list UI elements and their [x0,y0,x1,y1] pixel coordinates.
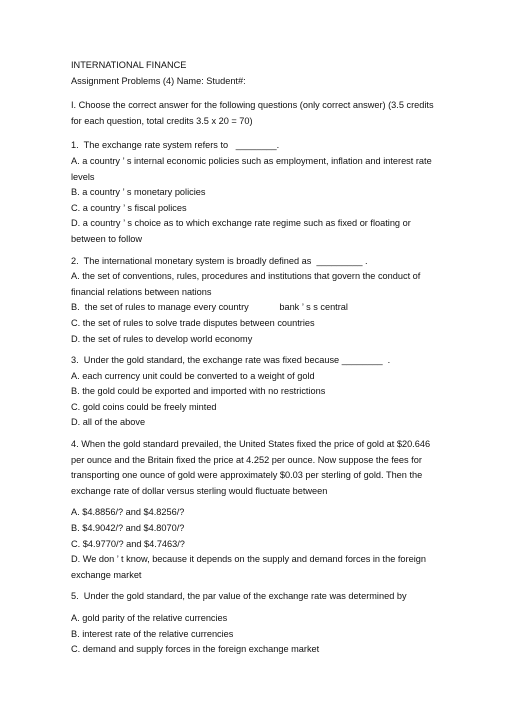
answer-option-a: A. each currency unit could be converted to a weight of gold [71,370,315,381]
answer-option-c: C. the set of rules to solve trade disputes between countries [71,317,315,328]
question-stem: 5. Under the gold standard, the par value of the exchange rate was determined by [71,591,407,602]
answer-option-d: D. the set of rules to develop world economy [71,333,253,344]
answer-option-a: A. gold parity of the relative currencies [71,613,228,623]
question-stem: 3. Under the gold standard, the exchange rate was fixed because ________ . [71,355,391,366]
answer-option-a: A. $4.8856/? and $4.8256/? [71,507,185,518]
answer-option-c: C. demand and supply forces in the foreign exchange market [71,644,320,655]
answer-option-c: C. a country ’ s fiscal polices [71,202,187,213]
answer-option-b: B. the gold could be exported and imported with no restrictions [71,386,326,397]
answer-option-a: A. the set of conventions, rules, procedures and institutions that govern the conduct of financial relations between nations [71,271,421,297]
question-stem: 4. When the gold standard prevailed, the United States fixed the price of gold at $20.646 per ounce and the Britain fixed the price at 4.252 per ounce. Now suppose the fees for transporting one ounce of gold were approximately $0.03 per sterling of gold. Then the exchange rate of dollar versus sterling would fluctuate between [71,439,431,496]
answer-option-a: A. a country ’ s internal economic policies such as employment, inflation and interest rate levels [71,155,432,182]
question-stem: 1. The exchange rate system refers to ________. [71,140,280,151]
answer-option-d: D. We don ’ t know, because it depends on the supply and demand forces in the foreign exchange market [71,554,426,580]
document-content [71,58,443,658]
question-3 [71,353,443,431]
answer-option-d: D. all of the above [71,417,146,428]
section-instructions: I. Choose the correct answer for the following questions (only correct answer) (3.5 credits for each question, total credits 3.5 x 20 = 70) [71,100,434,126]
question-4 [71,437,443,583]
answer-option-b: B. the set of rules to manage every country bank ’ s s central [71,302,348,313]
answer-option-b: B. interest rate of the relative currencies [71,628,234,639]
answer-option-d: D. a country ’ s choice as to which exchange rate regime such as fixed or floating or between to follow [71,218,411,244]
answer-option-c: C. gold coins could be freely minted [71,401,217,412]
answer-option-b: B. $4.9042/? and $4.8070/? [71,523,185,534]
assignment-line: Assignment Problems (4) Name: Student#: [71,75,246,86]
question-stem: 2. The international monetary system is broadly defined as _________ . [71,255,368,266]
question-5 [71,589,443,657]
question-1 [71,138,443,247]
answer-option-b: B. a country ’ s monetary policies [71,187,206,198]
question-2 [71,254,443,348]
answer-option-c: C. $4.9770/? and $4.7463/? [71,538,185,549]
course-title: INTERNATIONAL FINANCE [71,60,187,70]
